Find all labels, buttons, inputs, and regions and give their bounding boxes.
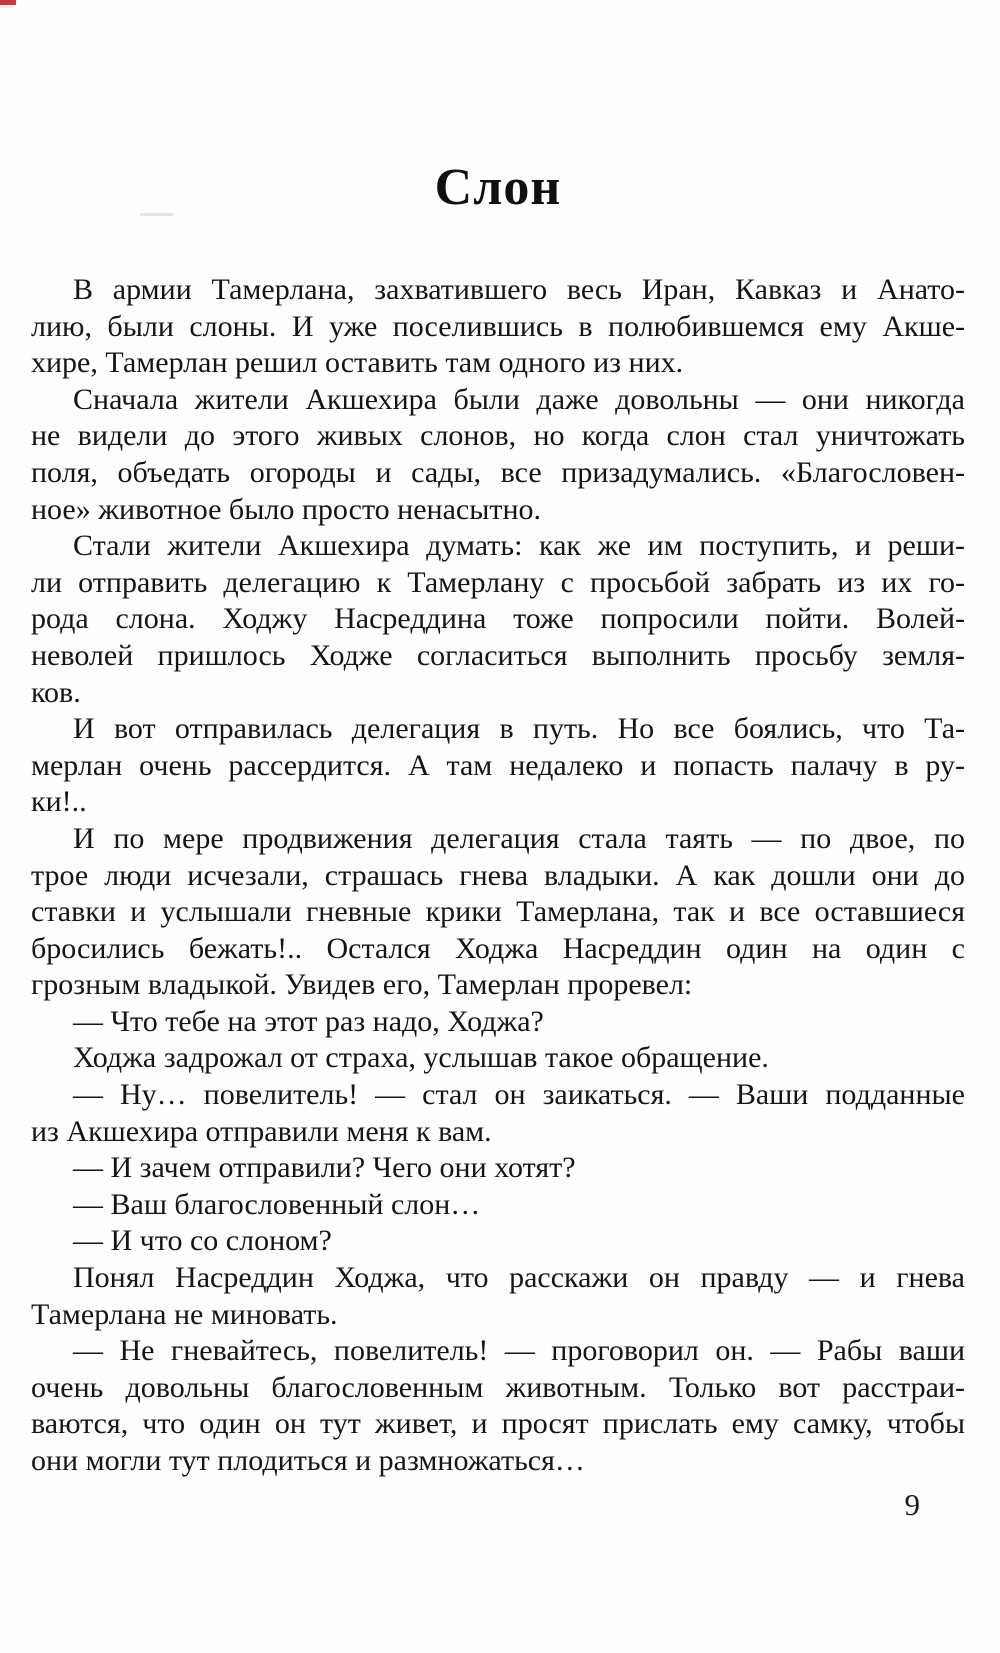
text-line: рода слона. Ходжу Насреддина тоже попросили пойти. Волей- bbox=[31, 602, 965, 636]
text-line: — Не гневайтесь, повелитель! — проговорил он. — Рабы ваши bbox=[73, 1334, 965, 1368]
paragraph bbox=[31, 711, 965, 821]
text-line: — Ну… повелитель! — стал он заикаться. — Ваши подданные bbox=[73, 1078, 965, 1112]
text-line: очень довольны благословенным животным. Только вот расстраи- bbox=[31, 1370, 965, 1404]
paragraph bbox=[31, 1040, 965, 1077]
text-line: ки!.. bbox=[31, 785, 87, 819]
text-line: И по мере продвижения делегация стала таять — по двое, по bbox=[73, 821, 965, 855]
text-line: — Ваш благословенный слон… bbox=[73, 1187, 481, 1221]
text-line: неволей пришлось Ходже согласиться выполнить просьбу земля- bbox=[31, 638, 965, 672]
paragraph bbox=[31, 1077, 965, 1150]
text-line: ваются, что один он тут живет, и просят прислать ему самку, чтобы bbox=[31, 1407, 965, 1441]
paragraph bbox=[31, 528, 965, 711]
text-line: Понял Насреддин Ходжа, что расскажи он правду — и гнева bbox=[73, 1261, 965, 1295]
text-line: Сначала жители Акшехира были даже довольны — они никогда bbox=[73, 382, 965, 416]
text-line: бросились бежать!.. Остался Ходжа Насреддин один на один с bbox=[31, 931, 965, 965]
text-line: трое люди исчезали, страшась гнева владыки. А как дошли они до bbox=[31, 858, 965, 892]
paragraph bbox=[31, 1004, 965, 1041]
text-line: ков. bbox=[31, 675, 81, 709]
text-line: Ходжа задрожал от страха, услышав такое обращение. bbox=[73, 1041, 769, 1075]
paragraph bbox=[31, 272, 965, 382]
paragraph bbox=[31, 382, 965, 528]
paragraph bbox=[31, 1260, 965, 1333]
text-line: грозным владыкой. Увидев его, Тамерлан проревел: bbox=[31, 968, 693, 1002]
text-line: они могли тут плодиться и размножаться… bbox=[31, 1444, 585, 1477]
text-line: лию, были слоны. И уже поселившись в полюбившемся ему Акше- bbox=[31, 309, 965, 343]
text-line: хире, Тамерлан решил оставить там одного из них. bbox=[31, 346, 684, 380]
story-text bbox=[31, 272, 965, 1480]
paragraph bbox=[31, 1223, 965, 1260]
paragraph bbox=[31, 1150, 965, 1187]
text-line: Тамерлана не миновать. bbox=[31, 1297, 338, 1331]
paragraph bbox=[31, 1333, 965, 1479]
text-line: из Акшехира отправили меня к вам. bbox=[31, 1114, 492, 1148]
paragraph bbox=[31, 821, 965, 1004]
scan-artifact-gray bbox=[0, 5, 13, 8]
text-line: И вот отправилась делегация в путь. Но все боялись, что Та- bbox=[73, 712, 965, 746]
paragraph bbox=[31, 1187, 965, 1224]
text-line: мерлан очень рассердится. А там недалеко и попасть палачу в ру- bbox=[31, 748, 965, 782]
text-line: поля, объедать огороды и сады, все призадумались. «Благословен- bbox=[31, 455, 965, 489]
story-title: Слон bbox=[434, 159, 562, 216]
text-line: не видели до этого живых слонов, но когда слон стал уничтожать bbox=[31, 419, 965, 453]
text-line: ставки и услышали гневные крики Тамерлана, так и все оставшиеся bbox=[31, 895, 965, 929]
text-line: ное» животное было просто ненасытно. bbox=[31, 492, 542, 526]
text-line: Стали жители Акшехира думать: как же им поступить, и реши- bbox=[73, 529, 965, 563]
text-line: В армии Тамерлана, захватившего весь Иран, Кавказ и Анато- bbox=[73, 273, 965, 306]
text-line: — И что со слоном? bbox=[73, 1224, 332, 1258]
text-line: — Что тебе на этот раз надо, Ходжа? bbox=[73, 1004, 544, 1038]
text-line: ли отправить делегацию к Тамерлану с просьбой забрать из их го- bbox=[31, 565, 965, 599]
page-number: 9 bbox=[904, 1487, 920, 1522]
text-line: — И зачем отправили? Чего они хотят? bbox=[73, 1151, 576, 1185]
